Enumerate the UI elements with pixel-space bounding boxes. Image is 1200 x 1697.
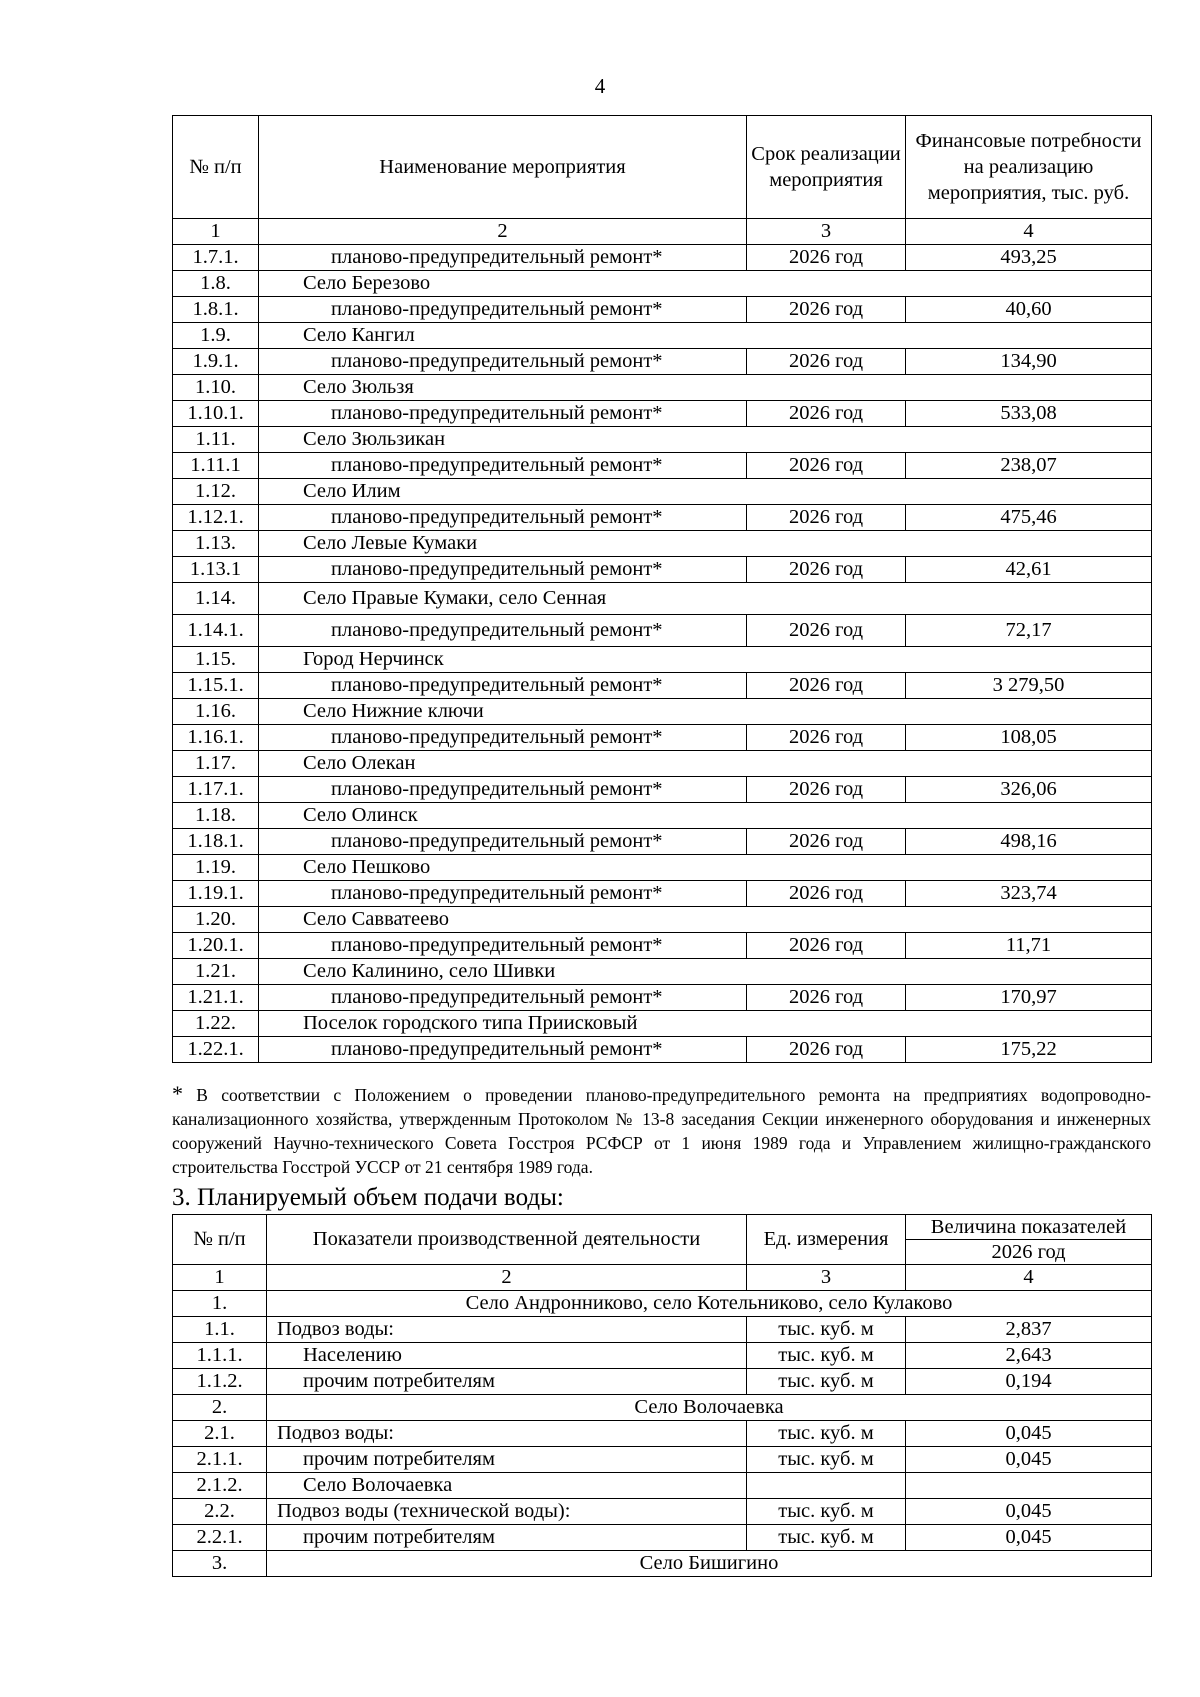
col-number: 3 xyxy=(747,1265,906,1291)
indicator-name: прочим потребителям xyxy=(267,1447,747,1473)
row-number: 1.15. xyxy=(173,647,259,673)
table-row xyxy=(173,907,1152,933)
col-number: 3 xyxy=(747,219,906,245)
measure-term: 2026 год xyxy=(747,985,906,1011)
table-row xyxy=(173,1343,1152,1369)
measure-finance: 170,97 xyxy=(906,985,1152,1011)
table-row xyxy=(173,479,1152,505)
water-body xyxy=(173,1291,1152,1577)
indicator-name: Подвоз воды: xyxy=(267,1317,747,1343)
measure-term: 2026 год xyxy=(747,349,906,375)
measure-finance: 42,61 xyxy=(906,557,1152,583)
indicator-value: 2,837 xyxy=(906,1317,1152,1343)
measure-finance: 11,71 xyxy=(906,933,1152,959)
footnote-text: В соответствии с Положением о проведении планово-предупредительного ремонта на предприятиях водопроводно-канализационного хозяйства, утвержденным Протоколом № 13-8 заседания Секции инженерного оборудования и инженерных сооружений Научно-технического Совета Госстроя РСФСР от 1 июня 1989 года и Управлением жилищно-гражданского строительства Госстрой УССР от 21 сентября 1989 года. xyxy=(172,1085,1152,1177)
row-number: 1.12. xyxy=(173,479,259,505)
table-row xyxy=(173,803,1152,829)
measure-finance: 493,25 xyxy=(906,245,1152,271)
row-number: 1.21.1. xyxy=(173,985,259,1011)
measure-finance: 3 279,50 xyxy=(906,673,1152,699)
section-3-title: 3. Планируемый объем подачи воды: xyxy=(172,1184,564,1211)
measure-finance: 238,07 xyxy=(906,453,1152,479)
measures-body xyxy=(173,245,1152,1063)
measure-finance: 40,60 xyxy=(906,297,1152,323)
header-num: № п/п xyxy=(173,1215,267,1265)
measures-header-row xyxy=(173,116,1152,219)
row-number: 1.19.1. xyxy=(173,881,259,907)
indicator-value: 0,045 xyxy=(906,1447,1152,1473)
indicator-value xyxy=(906,1473,1152,1499)
header-year: 2026 год xyxy=(906,1240,1152,1265)
locality-name: Село Савватеево xyxy=(259,907,1152,933)
row-number: 1.13. xyxy=(173,531,259,557)
indicator-unit: тыс. куб. м xyxy=(747,1525,906,1551)
table-row xyxy=(173,1291,1152,1317)
locality-name: Поселок городского типа Приисковый xyxy=(259,1011,1152,1037)
measure-term: 2026 год xyxy=(747,1037,906,1063)
indicator-value: 0,194 xyxy=(906,1369,1152,1395)
row-number: 2.2. xyxy=(173,1499,267,1525)
measure-term: 2026 год xyxy=(747,245,906,271)
row-number: 1.22. xyxy=(173,1011,259,1037)
row-number: 2.2.1. xyxy=(173,1525,267,1551)
measure-name: планово-предупредительный ремонт* xyxy=(259,881,747,907)
measure-term: 2026 год xyxy=(747,673,906,699)
measure-name: планово-предупредительный ремонт* xyxy=(259,1037,747,1063)
indicator-unit: тыс. куб. м xyxy=(747,1447,906,1473)
locality-name: Город Нерчинск xyxy=(259,647,1152,673)
measure-name: планово-предупредительный ремонт* xyxy=(259,615,747,647)
water-column-numbers xyxy=(173,1265,1152,1291)
row-number: 2. xyxy=(173,1395,267,1421)
col-number: 2 xyxy=(259,219,747,245)
measure-name: планово-предупредительный ремонт* xyxy=(259,557,747,583)
measure-term: 2026 год xyxy=(747,933,906,959)
measure-name: планово-предупредительный ремонт* xyxy=(259,985,747,1011)
col-number: 4 xyxy=(906,1265,1152,1291)
measure-name: планово-предупредительный ремонт* xyxy=(259,245,747,271)
col-number: 1 xyxy=(173,219,259,245)
table-row xyxy=(173,297,1152,323)
row-number: 1.8.1. xyxy=(173,297,259,323)
row-number: 1.8. xyxy=(173,271,259,297)
table-row xyxy=(173,615,1152,647)
locality-name: Село Зюльзикан xyxy=(259,427,1152,453)
measure-finance: 533,08 xyxy=(906,401,1152,427)
table-row xyxy=(173,1499,1152,1525)
table-row xyxy=(173,1447,1152,1473)
water-supply-table xyxy=(172,1214,1152,1577)
row-number: 1.9. xyxy=(173,323,259,349)
measure-term: 2026 год xyxy=(747,725,906,751)
measure-finance: 72,17 xyxy=(906,615,1152,647)
indicator-name: прочим потребителям xyxy=(267,1369,747,1395)
measure-term: 2026 год xyxy=(747,829,906,855)
table-row xyxy=(173,647,1152,673)
measure-name: планово-предупредительный ремонт* xyxy=(259,933,747,959)
indicator-name: Населению xyxy=(267,1343,747,1369)
row-number: 1.11.1 xyxy=(173,453,259,479)
row-number: 1.1.2. xyxy=(173,1369,267,1395)
measure-term: 2026 год xyxy=(747,557,906,583)
table-row xyxy=(173,1037,1152,1063)
row-number: 1.11. xyxy=(173,427,259,453)
table-row xyxy=(173,855,1152,881)
locality-name: Село Левые Кумаки xyxy=(259,531,1152,557)
measure-name: планово-предупредительный ремонт* xyxy=(259,673,747,699)
table-row xyxy=(173,699,1152,725)
measures-table xyxy=(172,115,1152,1063)
row-number: 1.20.1. xyxy=(173,933,259,959)
table-row xyxy=(173,1525,1152,1551)
locality-name: Село Калинино, село Шивки xyxy=(259,959,1152,985)
measure-term: 2026 год xyxy=(747,401,906,427)
table-row xyxy=(173,531,1152,557)
table-row xyxy=(173,323,1152,349)
measure-finance: 498,16 xyxy=(906,829,1152,855)
table-row xyxy=(173,751,1152,777)
measure-name: планово-предупредительный ремонт* xyxy=(259,725,747,751)
header-term: Срок реализации мероприятия xyxy=(747,116,906,219)
header-name: Наименование мероприятия xyxy=(259,116,747,219)
table-row xyxy=(173,933,1152,959)
table-row xyxy=(173,505,1152,531)
table-row xyxy=(173,375,1152,401)
row-number: 1.15.1. xyxy=(173,673,259,699)
table-row xyxy=(173,985,1152,1011)
indicator-value: 0,045 xyxy=(906,1525,1152,1551)
table-row xyxy=(173,453,1152,479)
locality-name: Село Олекан xyxy=(259,751,1152,777)
header-indicator: Показатели производственной деятельности xyxy=(267,1215,747,1265)
locality-name: Село Нижние ключи xyxy=(259,699,1152,725)
indicator-name: Село Волочаевка xyxy=(267,1473,747,1499)
row-number: 1.9.1. xyxy=(173,349,259,375)
footnote-star: * xyxy=(172,1081,183,1106)
measure-term: 2026 год xyxy=(747,297,906,323)
measure-name: планово-предупредительный ремонт* xyxy=(259,453,747,479)
col-number: 2 xyxy=(267,1265,747,1291)
measure-finance: 323,74 xyxy=(906,881,1152,907)
measure-finance: 108,05 xyxy=(906,725,1152,751)
measure-finance: 134,90 xyxy=(906,349,1152,375)
table-row xyxy=(173,271,1152,297)
measures-column-numbers xyxy=(173,219,1152,245)
row-number: 1.18. xyxy=(173,803,259,829)
row-number: 1.16.1. xyxy=(173,725,259,751)
row-number: 1.17.1. xyxy=(173,777,259,803)
measure-term: 2026 год xyxy=(747,881,906,907)
table-row xyxy=(173,725,1152,751)
row-number: 1.1. xyxy=(173,1317,267,1343)
table-row xyxy=(173,401,1152,427)
row-number: 1.13.1 xyxy=(173,557,259,583)
row-number: 1.12.1. xyxy=(173,505,259,531)
water-header-row xyxy=(173,1215,1152,1240)
row-number: 1.1.1. xyxy=(173,1343,267,1369)
table-row xyxy=(173,829,1152,855)
table-row xyxy=(173,777,1152,803)
indicator-value: 2,643 xyxy=(906,1343,1152,1369)
indicator-value: 0,045 xyxy=(906,1421,1152,1447)
measure-term: 2026 год xyxy=(747,615,906,647)
measure-name: планово-предупредительный ремонт* xyxy=(259,401,747,427)
indicator-name: прочим потребителям xyxy=(267,1525,747,1551)
row-number: 1.10. xyxy=(173,375,259,401)
measure-term: 2026 год xyxy=(747,505,906,531)
table-row xyxy=(173,349,1152,375)
table-row xyxy=(173,427,1152,453)
row-number: 3. xyxy=(173,1551,267,1577)
locality-name: Село Илим xyxy=(259,479,1152,505)
header-finance: Финансовые потребности на реализацию мероприятия, тыс. руб. xyxy=(906,116,1152,219)
locality-group: Село Андронниково, село Котельниково, село Кулаково xyxy=(267,1291,1152,1317)
indicator-value: 0,045 xyxy=(906,1499,1152,1525)
table-row xyxy=(173,881,1152,907)
row-number: 1.10.1. xyxy=(173,401,259,427)
indicator-unit: тыс. куб. м xyxy=(747,1421,906,1447)
measure-finance: 475,46 xyxy=(906,505,1152,531)
row-number: 1.17. xyxy=(173,751,259,777)
indicator-unit: тыс. куб. м xyxy=(747,1499,906,1525)
table-row xyxy=(173,673,1152,699)
footnote xyxy=(172,1082,1151,1179)
row-number: 1.22.1. xyxy=(173,1037,259,1063)
locality-name: Село Правые Кумаки, село Сенная xyxy=(259,583,1152,615)
table-row xyxy=(173,1421,1152,1447)
row-number: 2.1. xyxy=(173,1421,267,1447)
measure-term: 2026 год xyxy=(747,777,906,803)
table-row xyxy=(173,1395,1152,1421)
indicator-unit: тыс. куб. м xyxy=(747,1369,906,1395)
row-number: 1.20. xyxy=(173,907,259,933)
table-row xyxy=(173,1317,1152,1343)
col-number: 1 xyxy=(173,1265,267,1291)
table-row xyxy=(173,1551,1152,1577)
indicator-unit: тыс. куб. м xyxy=(747,1317,906,1343)
col-number: 4 xyxy=(906,219,1152,245)
row-number: 1.7.1. xyxy=(173,245,259,271)
row-number: 1.18.1. xyxy=(173,829,259,855)
page-number: 4 xyxy=(594,74,606,98)
measure-name: планово-предупредительный ремонт* xyxy=(259,297,747,323)
indicator-unit: тыс. куб. м xyxy=(747,1343,906,1369)
measure-term: 2026 год xyxy=(747,453,906,479)
header-values: Величина показателей xyxy=(906,1215,1152,1240)
header-num: № п/п xyxy=(173,116,259,219)
row-number: 1.14.1. xyxy=(173,615,259,647)
indicator-name: Подвоз воды (технической воды): xyxy=(267,1499,747,1525)
locality-group: Село Волочаевка xyxy=(267,1395,1152,1421)
row-number: 1.21. xyxy=(173,959,259,985)
measure-name: планово-предупредительный ремонт* xyxy=(259,829,747,855)
row-number: 2.1.1. xyxy=(173,1447,267,1473)
table-row xyxy=(173,583,1152,615)
header-unit: Ед. измерения xyxy=(747,1215,906,1265)
row-number: 1.14. xyxy=(173,583,259,615)
locality-group: Село Бишигино xyxy=(267,1551,1152,1577)
measure-name: планово-предупредительный ремонт* xyxy=(259,777,747,803)
locality-name: Село Кангил xyxy=(259,323,1152,349)
row-number: 1.16. xyxy=(173,699,259,725)
measure-finance: 175,22 xyxy=(906,1037,1152,1063)
row-number: 1.19. xyxy=(173,855,259,881)
measure-name: планово-предупредительный ремонт* xyxy=(259,349,747,375)
indicator-unit xyxy=(747,1473,906,1499)
row-number: 2.1.2. xyxy=(173,1473,267,1499)
table-row xyxy=(173,1473,1152,1499)
measure-name: планово-предупредительный ремонт* xyxy=(259,505,747,531)
indicator-name: Подвоз воды: xyxy=(267,1421,747,1447)
table-row xyxy=(173,1011,1152,1037)
table-row xyxy=(173,245,1152,271)
table-row xyxy=(173,959,1152,985)
row-number: 1. xyxy=(173,1291,267,1317)
table-row xyxy=(173,1369,1152,1395)
locality-name: Село Березово xyxy=(259,271,1152,297)
table-row xyxy=(173,557,1152,583)
locality-name: Село Зюльзя xyxy=(259,375,1152,401)
locality-name: Село Пешково xyxy=(259,855,1152,881)
measure-finance: 326,06 xyxy=(906,777,1152,803)
locality-name: Село Олинск xyxy=(259,803,1152,829)
